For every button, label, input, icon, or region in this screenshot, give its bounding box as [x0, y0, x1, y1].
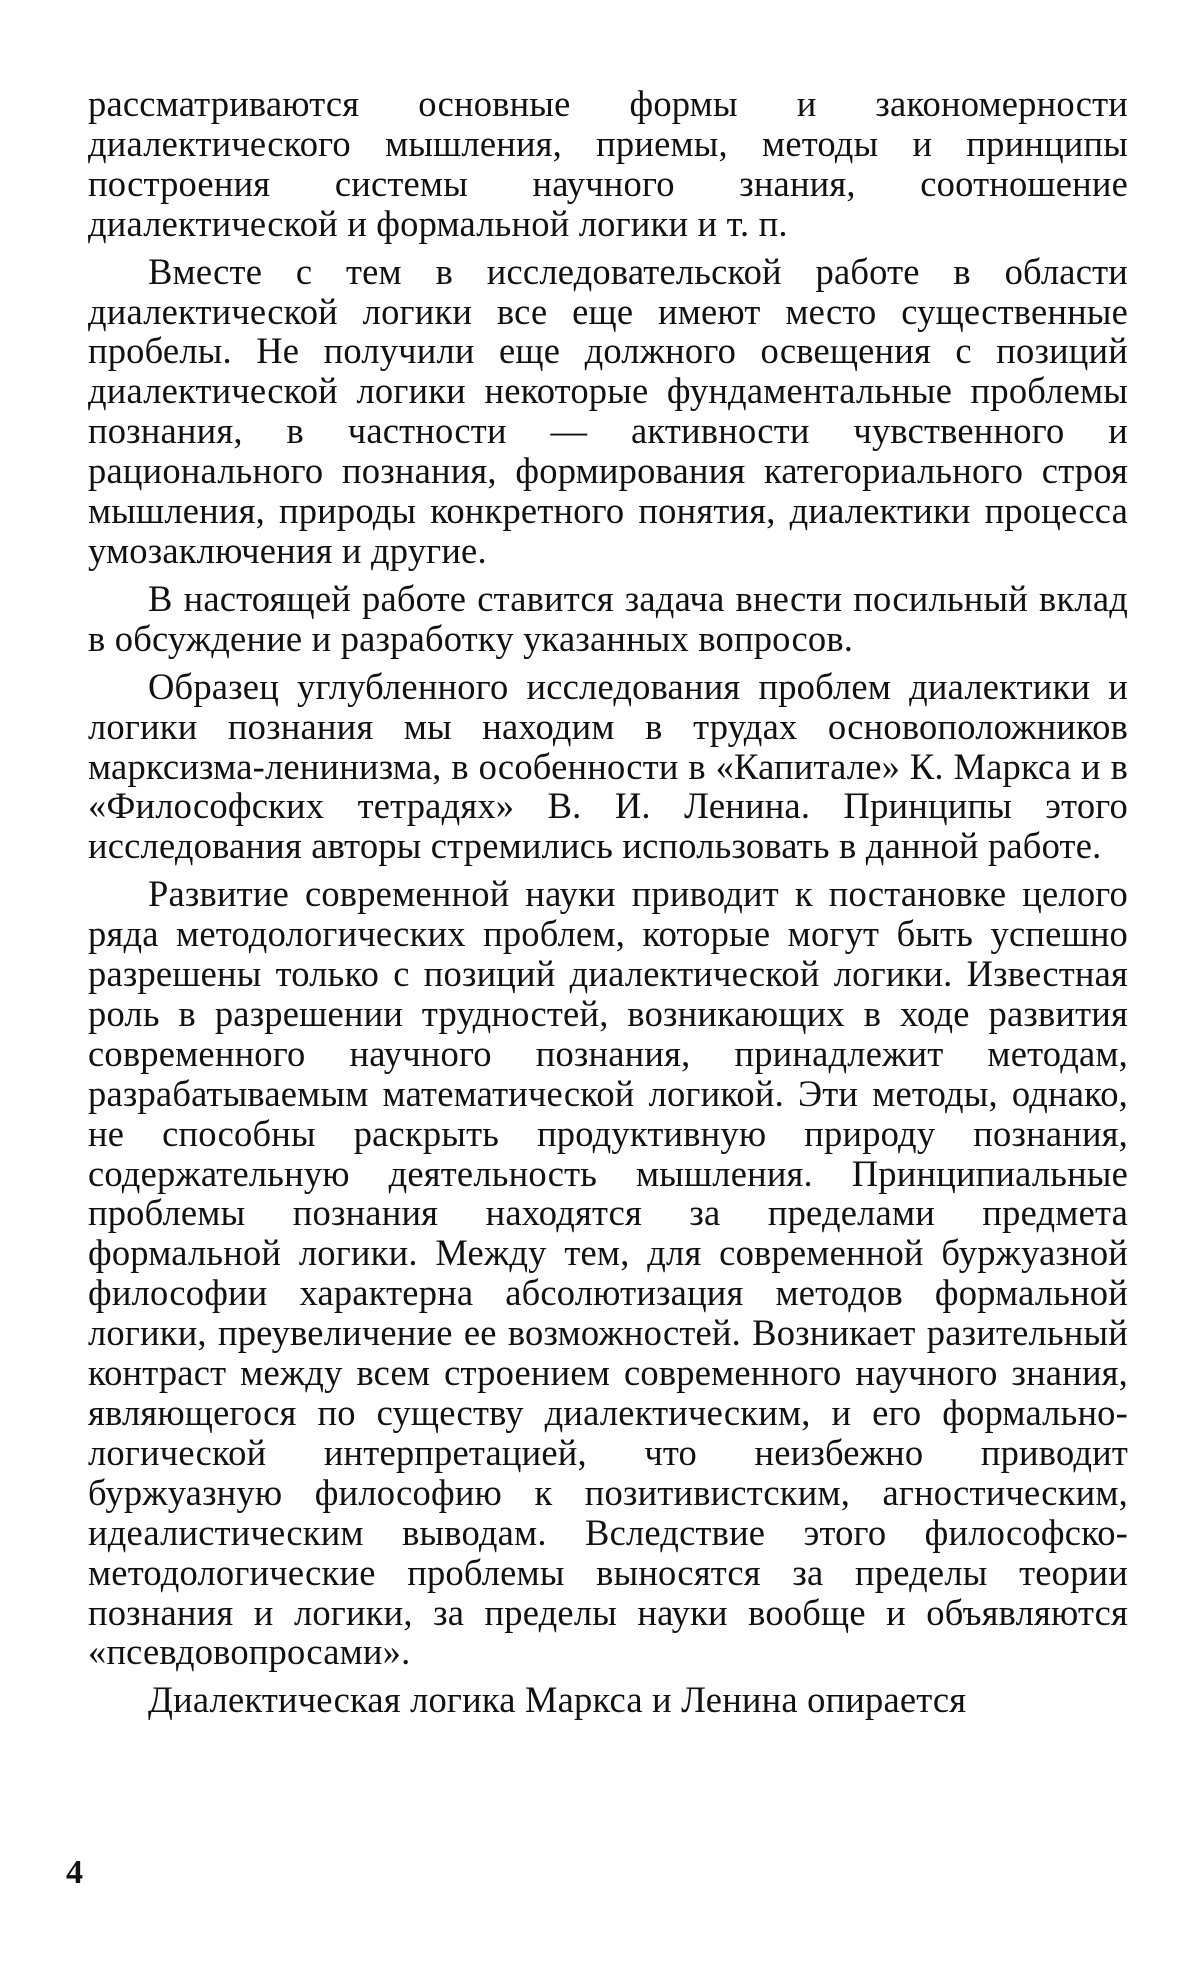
paragraph-research-gaps: Вместе с тем в исследовательской работе в области диалектической логики все еще имеют место существенные пробелы. Не получили еще должного освещения с позиций диалектической логики некоторые фундаментальные проблемы познания, в частности — активности чувственного и рационального познания, формирования категориального строя мышления, природы конкретного понятия, диалектики процесса умозаключения и другие.: [88, 250, 1128, 571]
paragraph-task: В настоящей работе ставится задача внести посильный вклад в обсуждение и разработку указанных вопросов.: [88, 577, 1128, 659]
paragraph-classics: Образец углубленного исследования проблем диалектики и логики познания мы находим в трудах основоположников марксизма-ленинизма, в особенности в «Капитале» К. Маркса и в «Философских тетрадях» В. И. Ленина. Принципы этого исследования авторы стремились использовать в данной работе.: [88, 665, 1128, 867]
page-number: 4: [66, 1854, 83, 1891]
paragraph-dialectical-logic: Диалектическая логика Маркса и Ленина опирается: [148, 1679, 967, 1721]
paragraph-modern-science: Развитие современной науки приводит к постановке целого ряда методологических проблем, которые могут быть успешно разрешены только с позиций диалектической логики. Известная роль в разрешении трудностей, возникающих в ходе развития современного научного познания, принадлежит методам, разрабатываемым математической логикой. Эти методы, однако, не способны раскрыть продуктивную природу познания, содержательную деятельность мышления. Принципиальные проблемы познания находятся за пределами предмета формальной логики. Между тем, для современной буржуазной философии характерна абсолютизация методов формальной логики, преувеличение ее возможностей. Возникает разительный контраст между всем строением современного научного знания, являющегося по существу диалектическим, и его формально-логической интерпретацией, что неизбежно приводит буржуазную философию к позитивистским, агностическим, идеалистическим выводам. Вследствие этого философско-методологические проблемы выносятся за пределы теории познания и логики, за пределы науки вообще и объявляются «псевдовопросами».: [88, 873, 1128, 1673]
page-text: [88, 84, 1128, 1944]
paragraph-continuation: рассматриваются основные формы и закономерности диалектического мышления, приемы, методы и принципы построения системы научного знания, соотношение диалектической и формальной логики и т. п.: [88, 83, 1128, 244]
